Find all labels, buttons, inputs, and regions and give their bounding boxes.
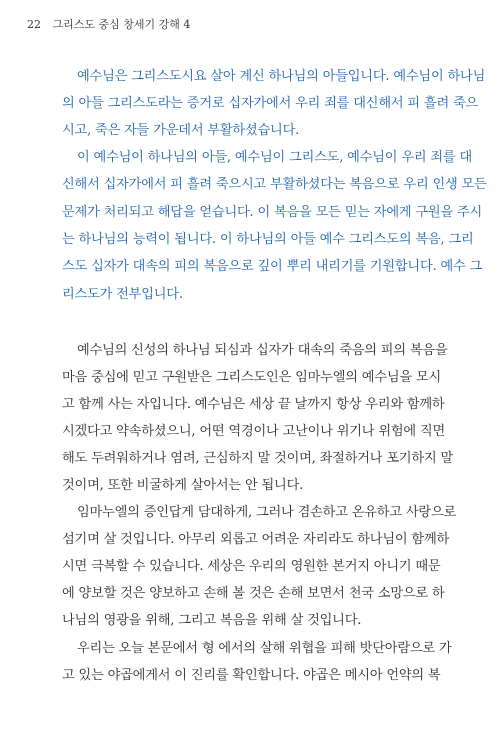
text-line: 이 예수님이 하나님의 아들, 예수님이 그리스도, 예수님이 우리 죄를 대	[77, 150, 473, 165]
text-line: 시면 극복할 수 있습니다. 세상은 우리의 영원한 본거지 아니기 때문	[62, 559, 441, 574]
text-line: 신해서 십자가에서 피 흘려 죽으시고 부활하셨다는 복음으로 우리 인생 모든	[62, 177, 487, 192]
text-line: 임마누엘의 증인답게 담대하게, 그러나 겸손하고 온유하고 사랑으로	[77, 505, 457, 520]
text-line: 것이며, 또한 비굴하게 살아서는 안 됩니다.	[62, 478, 304, 493]
text-line: 우리는 오늘 본문에서 형 에서의 살해 위협을 피해 밧단아람으로 가	[77, 641, 452, 656]
text-line: 예수님의 신성의 하나님 되심과 십자가 대속의 죽음의 피의 복음을	[77, 343, 448, 358]
text-line: 의 아들 그리스도라는 증거로 십자가에서 우리 죄를 대신해서 피 흘려 죽으	[62, 96, 479, 111]
text-line: 마음 중심에 믿고 구원받은 그리스도인은 임마누엘의 예수님을 모시	[62, 370, 442, 385]
text-line: 고 함께 사는 자입니다. 예수님은 세상 끝 날까지 항상 우리와 함께하	[62, 397, 445, 412]
text-line: 섬기며 살 것입니다. 아무리 외롭고 어려운 자리라도 하나님이 함께하	[62, 532, 450, 547]
text-line: 해도 두려워하거나 염려, 근심하지 말 것이며, 좌절하거나 포기하지 말	[62, 451, 454, 466]
text-line: 는 하나님의 능력이 됩니다. 이 하나님의 아들 예수 그리스도의 복음, 그리	[62, 232, 474, 247]
running-header	[27, 16, 190, 32]
text-line: 예수님은 그리스도시요 살아 계신 하나님의 아들입니다. 예수님이 하나님	[77, 69, 486, 84]
text-line: 스도 십자가 대속의 피의 복음으로 깊이 뿌리 내리기를 기원합니다. 예수 그	[62, 259, 483, 274]
text-line: 시겠다고 약속하셨으니, 어떤 역경이나 고난이나 위기나 위험에 직면	[62, 424, 446, 439]
text-line: 문제가 처리되고 해답을 얻습니다. 이 복음을 모든 믿는 자에게 구원을 주시	[62, 205, 483, 220]
text-line: 리스도가 전부입니다.	[62, 287, 183, 302]
text-line: 시고, 죽은 자들 가운데서 부활하셨습니다.	[62, 123, 300, 138]
text-line: 고 있는 야곱에게서 이 진리를 확인합니다. 야곱은 메시아 언약의 복	[62, 668, 441, 683]
text-line: 나님의 영광을 위해, 그리고 복음을 위해 살 것입니다.	[62, 613, 362, 628]
running-title: 그리스도 중심 창세기 강해 4	[52, 18, 191, 31]
text-line: 에 양보할 것은 양보하고 손해 볼 것은 손해 보면서 천국 소망으로 하	[62, 586, 445, 601]
page-number: 22	[27, 18, 41, 31]
